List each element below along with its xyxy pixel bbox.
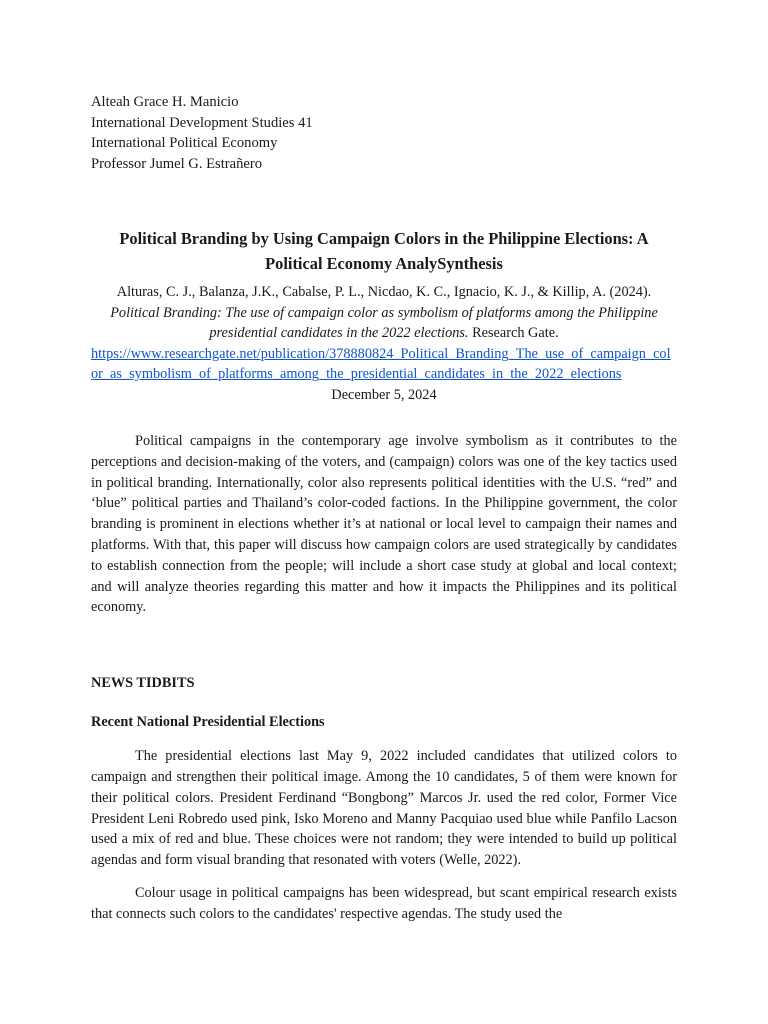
professor-name: Professor Jumel G. Estrañero (91, 155, 263, 172)
document-page (91, 92, 677, 925)
document-title: Political Branding by Using Campaign Colors in the Philippine Elections: A Political Economy AnalySynthesis (119, 229, 649, 273)
citation-authors: Alturas, C. J., Balanza, J.K., Cabalse, P. L., Nicdao, K. C., Ignacio, K. J., & Killip, A. (2024). (116, 284, 652, 300)
citation-url-link[interactable]: https://www.researchgate.net/publication/378880824_Political_Branding_The_use_of_campaign_color_as_symbolism_of_platforms_among_the_presidential_candidates_in_the_2022_elections (91, 345, 671, 382)
author-name: Alteah Grace H. Manicio (91, 94, 239, 110)
citation-work-title: Political Branding: The use of campaign color as symbolism of platforms among the Philippine presidential candidates in the 2022 elections. (110, 304, 658, 341)
course-name: International Development Studies 41 (91, 114, 313, 131)
elections-subheading: Recent National Presidential Elections (91, 714, 325, 731)
citation-publisher: Research Gate. (468, 325, 559, 341)
document-header (91, 92, 677, 174)
intro-paragraph: Political campaigns in the contemporary age involve symbolism as it contributes to the perceptions and decision-making of the voters, and (campaign) colors was one of the key tactics used in political branding. Internationally, color also represents political identities with the U.S. “red” and ‘blue” political parties and Thailand’s color-coded factions. In the Philippine government, the color branding is prominent in elections whether it’s at national or local level to campaign their names and platforms. With that, this paper will discuss how campaign colors are used strategically by candidates to establish connection from the people; will include a short case study at global and local context; and will analyze theories regarding this matter and how it impacts the Philippines and its political economy. (91, 433, 677, 616)
colour-usage-paragraph: Colour usage in political campaigns has been widespread, but scant empirical research exists that connects such colors to the candidates' respective agendas. The study used the (91, 884, 677, 922)
subject-name: International Political Economy (91, 135, 278, 151)
elections-paragraph: The presidential elections last May 9, 2022 included candidates that utilized colors to campaign and strengthen their political image. Among the 10 candidates, 5 of them were known for their political colors. President Ferdinand “Bongbong” Marcos Jr. used the red color, Former Vice President Leni Robredo used pink, Isko Moreno and Manny Pacquiao used blue while Panfilo Lacson used a mix of red and blue. These choices were not random; they were intended to build up political agendas and form visual branding that resonated with voters (Welle, 2022). (91, 748, 677, 869)
news-tidbits-heading: NEWS TIDBITS (91, 675, 195, 692)
reference-citation (91, 282, 677, 405)
citation-date: December 5, 2024 (331, 386, 437, 403)
